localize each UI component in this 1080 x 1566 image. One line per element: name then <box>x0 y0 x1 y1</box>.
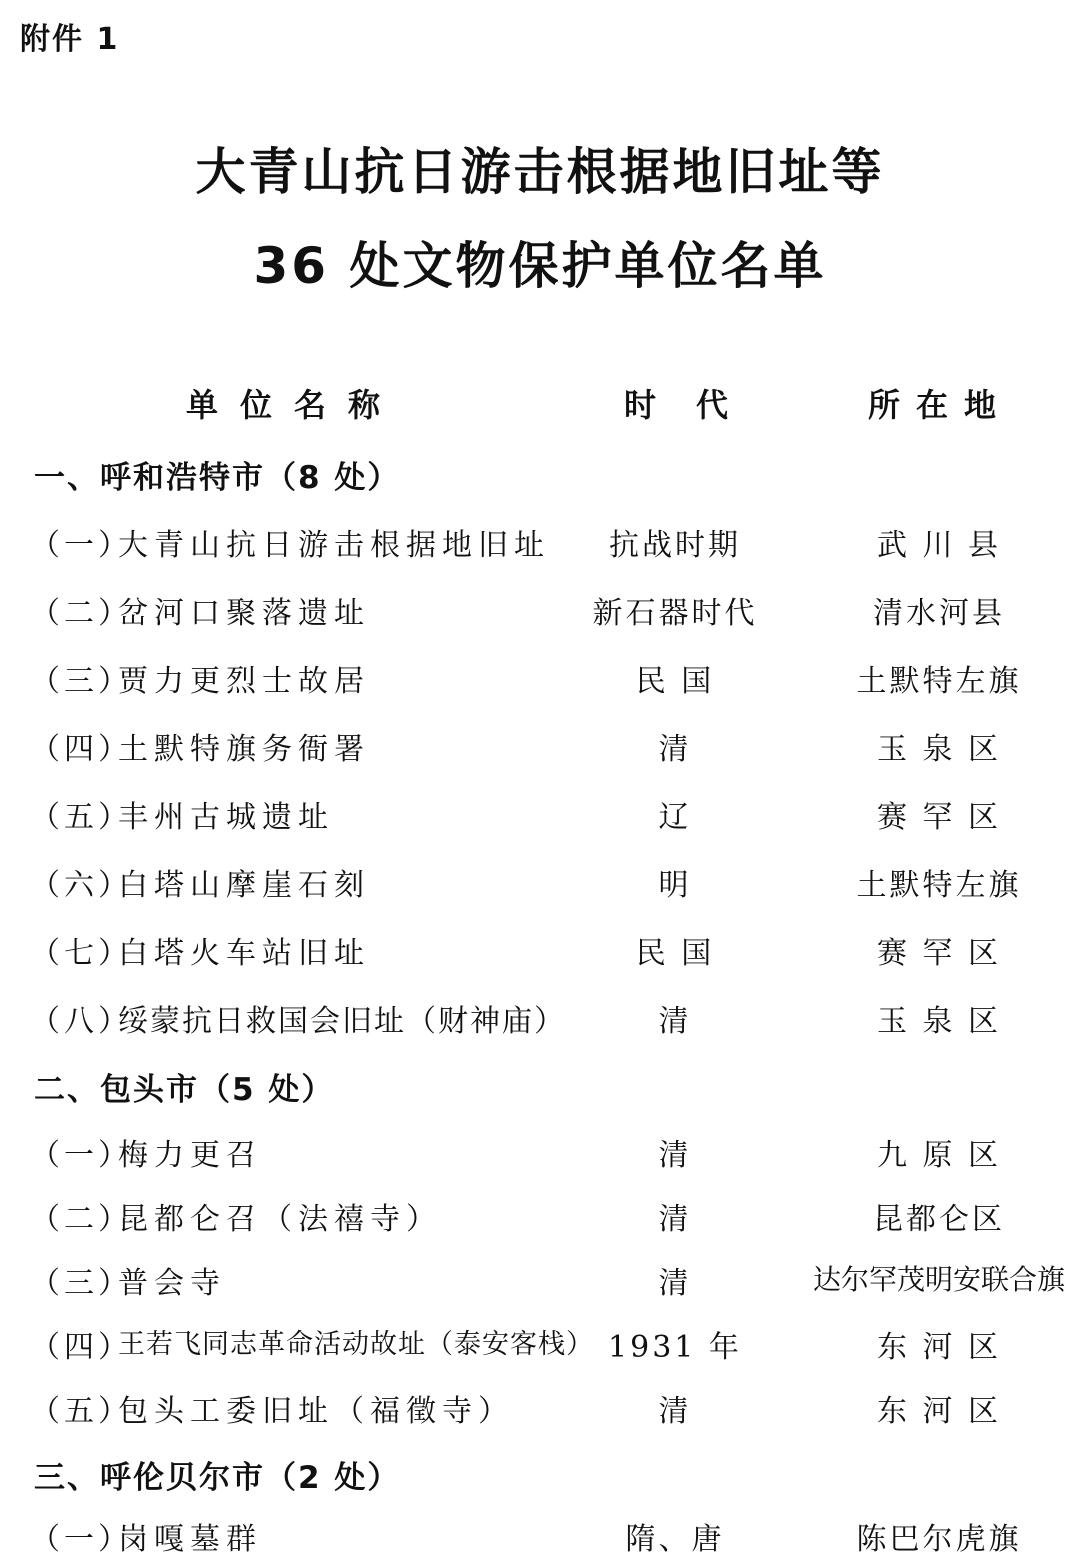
table-row <box>0 860 1080 910</box>
row-index: （三） <box>30 664 132 699</box>
unit-era: 清 <box>658 1138 692 1173</box>
row-index: （二） <box>30 596 132 631</box>
attachment-label: 附件 1 <box>20 22 120 57</box>
unit-location: 玉 泉 区 <box>876 732 1002 767</box>
unit-era: 隋、唐 <box>625 1522 725 1557</box>
table-row <box>0 996 1080 1046</box>
unit-name: 岔河口聚落遗址 <box>118 596 370 631</box>
row-index: （七） <box>30 936 132 971</box>
column-header-era: 时代 <box>624 386 769 424</box>
section-heading-baotou: 二、包头市（5 处） <box>34 1072 335 1108</box>
document-title-line2: 36 处文物保护单位名单 <box>253 237 827 295</box>
unit-era: 民 国 <box>635 664 715 699</box>
row-index: （四） <box>30 732 132 767</box>
unit-location: 东 河 区 <box>876 1394 1002 1429</box>
table-row <box>0 1322 1080 1372</box>
row-index: （五） <box>30 800 132 835</box>
table-row <box>0 1514 1080 1564</box>
table-row <box>0 1194 1080 1244</box>
unit-name: 岗嘎墓群 <box>118 1522 262 1557</box>
table-row <box>0 724 1080 774</box>
unit-era: 清 <box>658 1202 692 1237</box>
row-index: （四） <box>30 1330 132 1365</box>
unit-location: 九 原 区 <box>876 1138 1002 1173</box>
unit-name: 昆都仑召（法禧寺） <box>118 1202 442 1237</box>
unit-name: 普会寺 <box>118 1266 226 1301</box>
unit-name: 大青山抗日游击根据地旧址 <box>118 528 550 563</box>
unit-location: 土默特左旗 <box>856 664 1022 699</box>
unit-era: 明 <box>658 868 692 903</box>
table-row <box>0 588 1080 638</box>
unit-era: 民 国 <box>635 936 715 971</box>
unit-era: 抗战时期 <box>609 528 741 563</box>
unit-location: 赛 罕 区 <box>876 800 1002 835</box>
unit-name: 丰州古城遗址 <box>118 800 334 835</box>
section-heading-hulunbuir: 三、呼伦贝尔市（2 处） <box>34 1460 401 1496</box>
unit-location: 武 川 县 <box>876 528 1002 563</box>
unit-location: 达尔罕茂明安联合旗 <box>812 1263 1065 1296</box>
unit-era: 新石器时代 <box>592 596 758 631</box>
unit-name: 包头工委旧址（福徵寺） <box>118 1394 514 1429</box>
unit-location: 东 河 区 <box>876 1330 1002 1365</box>
row-index: （五） <box>30 1394 132 1429</box>
unit-name: 绥蒙抗日救国会旧址（财神庙） <box>118 1004 566 1039</box>
document-title-line1: 大青山抗日游击根据地旧址等 <box>195 143 885 201</box>
row-index: （三） <box>30 1266 132 1301</box>
unit-name: 白塔火车站旧址 <box>118 936 370 971</box>
unit-location: 土默特左旗 <box>856 868 1022 903</box>
table-row <box>0 792 1080 842</box>
row-index: （二） <box>30 1202 132 1237</box>
column-header-name: 单位名称 <box>186 386 403 424</box>
row-index: （六） <box>30 868 132 903</box>
unit-location: 昆都仑区 <box>873 1202 1005 1237</box>
unit-name: 梅力更召 <box>118 1138 262 1173</box>
unit-era: 1931 年 <box>608 1330 742 1365</box>
unit-name: 白塔山摩崖石刻 <box>118 868 370 903</box>
table-row <box>0 1258 1080 1308</box>
row-index: （一） <box>30 1138 132 1173</box>
column-header-location: 所在地 <box>868 386 1013 424</box>
unit-name: 王若飞同志革命活动故址（泰安客栈） <box>118 1329 594 1360</box>
unit-era: 辽 <box>658 800 692 835</box>
row-index: （一） <box>30 528 132 563</box>
unit-era: 清 <box>658 732 692 767</box>
unit-era: 清 <box>658 1266 692 1301</box>
table-row <box>0 1130 1080 1180</box>
table-row <box>0 656 1080 706</box>
unit-location: 陈巴尔虎旗 <box>856 1522 1022 1557</box>
table-row <box>0 928 1080 978</box>
table-row <box>0 1386 1080 1436</box>
unit-era: 清 <box>658 1394 692 1429</box>
table-row <box>0 520 1080 570</box>
unit-location: 赛 罕 区 <box>876 936 1002 971</box>
row-index: （一） <box>30 1522 132 1557</box>
unit-name: 贾力更烈士故居 <box>118 664 370 699</box>
unit-location: 玉 泉 区 <box>876 1004 1002 1039</box>
unit-location: 清水河县 <box>873 596 1005 631</box>
unit-era: 清 <box>658 1004 692 1039</box>
unit-name: 土默特旗务衙署 <box>118 732 370 767</box>
row-index: （八） <box>30 1004 132 1039</box>
section-heading-hohhot: 一、呼和浩特市（8 处） <box>34 460 401 496</box>
